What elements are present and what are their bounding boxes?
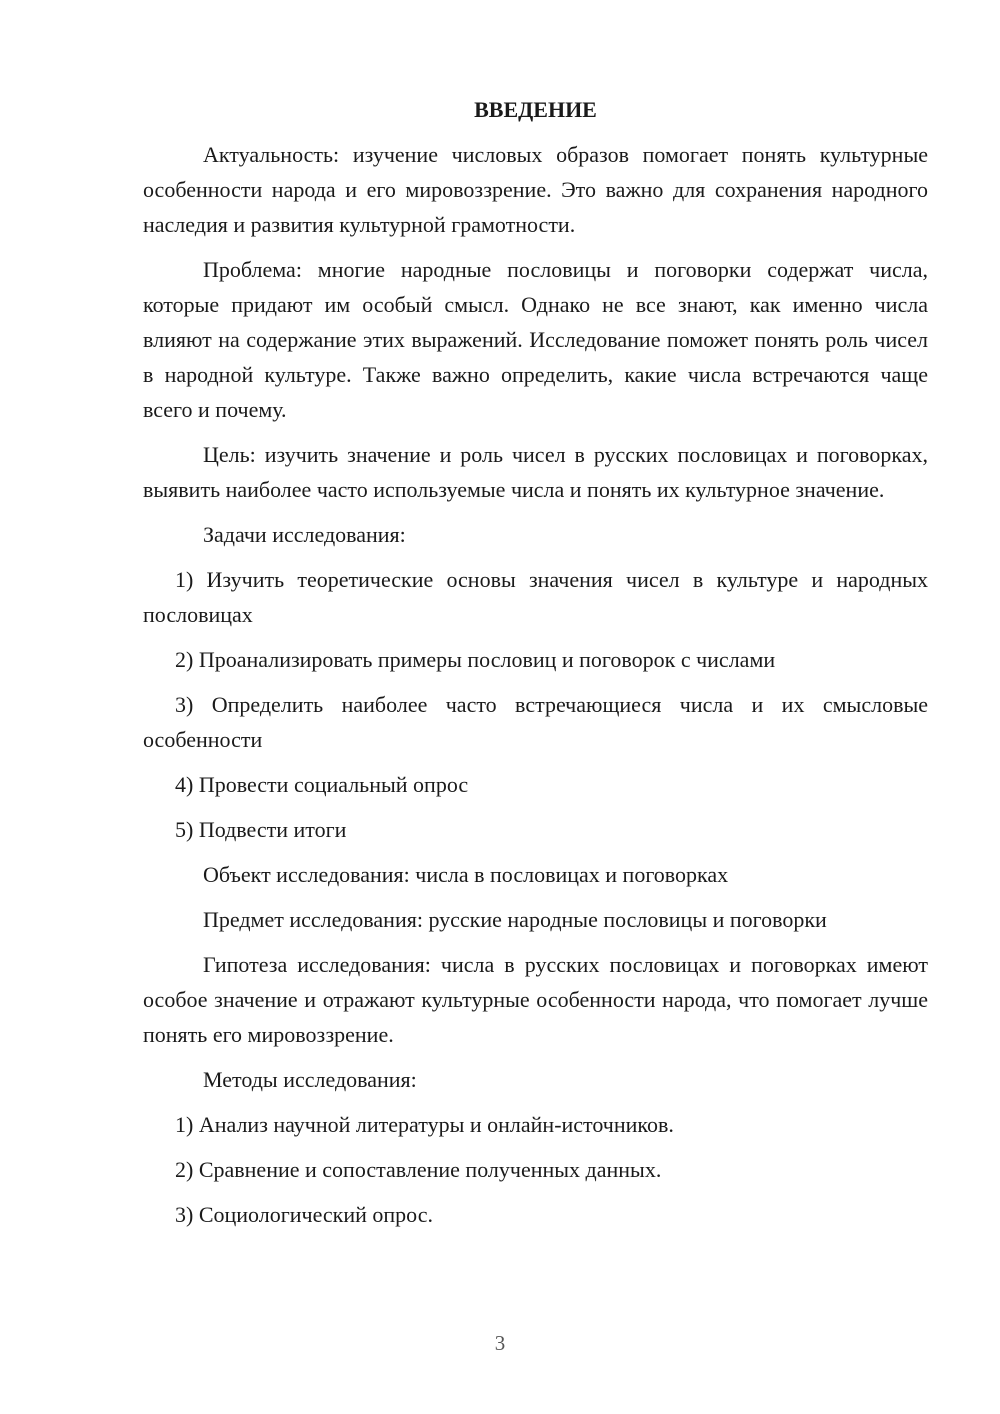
task-item-2: 2) Проанализировать примеры пословиц и поговорок с числами <box>175 647 776 672</box>
task-item-1: 1) Изучить теоретические основы значения чисел в культуре и народных пословицах <box>143 567 928 627</box>
document-body <box>143 92 928 1242</box>
relevance-paragraph: Актуальность: изучение числовых образов помогает понять культурные особенности народа и его мировоззрение. Это важно для сохранения народного наследия и развития культурной грамотности. <box>143 142 928 237</box>
problem-paragraph: Проблема: многие народные пословицы и поговорки содержат числа, которые придают им особый смысл. Однако не все знают, как именно числа влияют на содержание этих выражений. Исследование поможет понять роль чисел в народной культуре. Также важно определить, какие числа встречаются чаще всего и почему. <box>143 257 928 422</box>
task-item-3: 3) Определить наиболее часто встречающиеся числа и их смысловые особенности <box>143 692 928 752</box>
document-title: ВВЕДЕНИЕ <box>474 97 597 122</box>
method-item-1: 1) Анализ научной литературы и онлайн-источников. <box>175 1112 674 1137</box>
task-item-4: 4) Провести социальный опрос <box>175 772 469 797</box>
page-number: 3 <box>494 1331 506 1355</box>
task-item-5: 5) Подвести итоги <box>175 817 347 842</box>
object-paragraph: Объект исследования: числа в пословицах и поговорках <box>203 862 729 887</box>
methods-heading: Методы исследования: <box>203 1067 417 1092</box>
goal-paragraph: Цель: изучить значение и роль чисел в русских пословицах и поговорках, выявить наиболее часто используемые числа и понять их культурное значение. <box>143 442 928 502</box>
method-item-3: 3) Социологический опрос. <box>175 1202 433 1227</box>
tasks-heading: Задачи исследования: <box>203 522 406 547</box>
method-item-2: 2) Сравнение и сопоставление полученных данных. <box>175 1157 662 1182</box>
hypothesis-paragraph: Гипотеза исследования: числа в русских пословицах и поговорках имеют особое значение и отражают культурные особенности народа, что помогает лучше понять его мировоззрение. <box>143 952 928 1047</box>
subject-paragraph: Предмет исследования: русские народные пословицы и поговорки <box>203 907 827 932</box>
